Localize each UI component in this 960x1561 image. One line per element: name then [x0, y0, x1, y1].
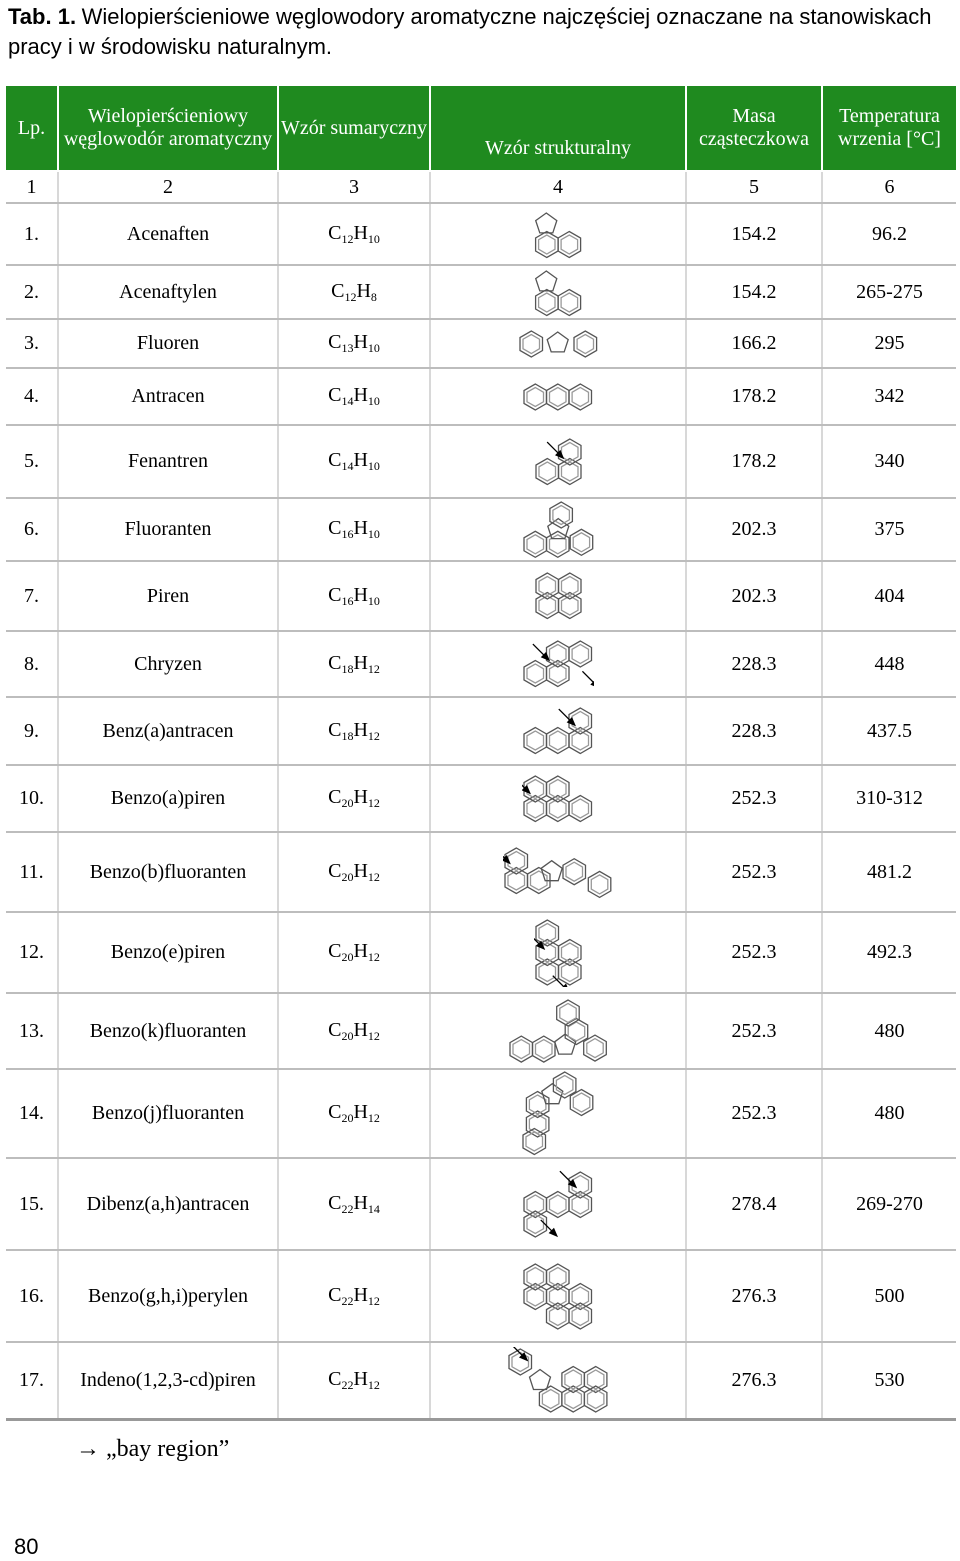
table-body — [6, 203, 956, 1419]
hydrogen-count: 14 — [367, 1201, 380, 1216]
cell-lp: 5. — [6, 425, 58, 498]
cell-lp: 14. — [6, 1069, 58, 1158]
table-row — [6, 1158, 956, 1250]
column-number: 2 — [58, 171, 278, 203]
cell-name: Benzo(j)fluoranten — [58, 1069, 278, 1158]
carbon-count: 14 — [341, 459, 354, 473]
cell-lp: 8. — [6, 631, 58, 697]
cell-lp: 3. — [6, 319, 58, 368]
table-row — [6, 319, 956, 368]
header-mass: Masa cząsteczkowa — [686, 86, 822, 171]
ring-bond — [512, 1352, 529, 1371]
structural-formula — [518, 328, 599, 359]
cell-mass: 154.2 — [686, 265, 822, 319]
carbon-count: 12 — [344, 289, 357, 304]
ring-bond — [556, 1076, 573, 1095]
cell-name: Benz(a)antracen — [58, 697, 278, 765]
structural-formula — [522, 1262, 594, 1331]
cell-lp: 6. — [6, 498, 58, 561]
carbon-count: 20 — [341, 1028, 354, 1043]
carbon-count: 20 — [341, 796, 354, 810]
carbon-count: 16 — [341, 527, 354, 541]
five-membered-ring — [547, 332, 568, 352]
structural-formula — [522, 774, 594, 824]
table-row — [6, 1069, 956, 1158]
ring-bond — [542, 1389, 559, 1408]
cell-formula: $C_{22}H_{14}$ — [278, 1158, 430, 1250]
cell-boiling: 448 — [822, 631, 956, 697]
cell-lp: 16. — [6, 1250, 58, 1342]
ring-bond — [539, 235, 555, 254]
carbon-count: 20 — [341, 1111, 354, 1125]
structural-formula — [503, 846, 613, 899]
pah-table — [6, 86, 956, 1421]
ring-bond — [550, 731, 567, 750]
hydrogen-count: 10 — [367, 527, 380, 541]
cell-name: Indeno(1,2,3-cd)piren — [58, 1342, 278, 1419]
carbon-count: 18 — [341, 728, 354, 743]
cell-mass: 166.2 — [686, 319, 822, 368]
table-row — [6, 498, 956, 561]
ring-bond — [513, 1040, 530, 1059]
caption-text: Wielopierścieniowe węglowodory aromatyczne najczęściej oznaczane na stanowiskach pracy i w środowisku naturalnym. — [8, 4, 932, 59]
structural-formula — [522, 706, 594, 756]
structural-formula — [522, 382, 594, 412]
hydrogen-count: 12 — [367, 1377, 380, 1392]
five-membered-ring — [530, 1369, 551, 1389]
cell-name: Benzo(e)piren — [58, 912, 278, 993]
cell-structure — [430, 425, 686, 498]
cell-mass: 252.3 — [686, 1069, 822, 1158]
page-number: 80 — [14, 1534, 39, 1559]
hydrogen-count: 12 — [367, 728, 380, 743]
table-row — [6, 765, 956, 832]
five-membered-ring — [542, 1084, 563, 1104]
legend-text: „bay region” — [106, 1436, 230, 1462]
hydrogen-count: 12 — [367, 1293, 380, 1308]
arrow-icon: → — [76, 1436, 100, 1462]
ring-bond — [591, 874, 608, 893]
cell-mass: 178.2 — [686, 425, 822, 498]
cell-boiling: 96.2 — [822, 203, 956, 265]
column-number: 6 — [822, 171, 956, 203]
cell-structure — [430, 765, 686, 832]
structural-formula — [522, 500, 595, 559]
cell-structure — [430, 498, 686, 561]
table-row — [6, 203, 956, 265]
hydrogen-count: 12 — [367, 1028, 380, 1043]
cell-structure — [430, 1158, 686, 1250]
header-name: Wielopierścieniowy węglowodór aromatyczny — [58, 86, 278, 171]
carbon-count: 13 — [341, 341, 354, 355]
hydrogen-count: 12 — [367, 869, 380, 884]
cell-lp: 15. — [6, 1158, 58, 1250]
structural-formula — [534, 437, 583, 487]
cell-formula: $C_{12}H_8$ — [278, 265, 430, 319]
table-row — [6, 265, 956, 319]
column-number: 4 — [430, 171, 686, 203]
carbon-count: 14 — [341, 394, 354, 408]
cell-structure — [430, 561, 686, 631]
cell-lp: 13. — [6, 993, 58, 1069]
table-row — [6, 368, 956, 425]
cell-structure — [430, 993, 686, 1069]
ring-bond — [527, 731, 544, 750]
cell-structure — [430, 832, 686, 912]
cell-structure — [430, 912, 686, 993]
ring-bond — [550, 387, 567, 406]
cell-boiling: 310-312 — [822, 765, 956, 832]
cell-boiling: 295 — [822, 319, 956, 368]
ring-bond — [527, 664, 544, 683]
cell-name: Acenaften — [58, 203, 278, 265]
cell-name: Acenaftylen — [58, 265, 278, 319]
structural-formula — [507, 1347, 609, 1414]
cell-lp: 10. — [6, 765, 58, 832]
ring-bond — [550, 1195, 567, 1214]
cell-structure — [430, 265, 686, 319]
table-row — [6, 561, 956, 631]
ring-bond — [527, 535, 544, 554]
cell-boiling: 340 — [822, 425, 956, 498]
structural-formula — [533, 267, 583, 317]
cell-formula: $C_{20}H_{12}$ — [278, 832, 430, 912]
cell-formula: $C_{22}H_{12}$ — [278, 1250, 430, 1342]
carbon-count: 22 — [341, 1201, 354, 1216]
cell-boiling: 265-275 — [822, 265, 956, 319]
cell-name: Dibenz(a,h)antracen — [58, 1158, 278, 1250]
cell-boiling: 480 — [822, 993, 956, 1069]
cell-boiling: 342 — [822, 368, 956, 425]
cell-structure — [430, 631, 686, 697]
cell-structure — [430, 697, 686, 765]
ring-bond — [552, 506, 569, 525]
ring-bond — [572, 645, 588, 664]
hydrogen-count: 8 — [370, 289, 377, 304]
cell-structure — [430, 1250, 686, 1342]
cell-formula: $C_{16}H_{10}$ — [278, 498, 430, 561]
cell-structure — [430, 203, 686, 265]
carbon-count: 22 — [341, 1377, 354, 1392]
cell-lp: 1. — [6, 203, 58, 265]
cell-formula: $C_{14}H_{10}$ — [278, 425, 430, 498]
hydrogen-count: 10 — [367, 231, 380, 246]
cell-name: Benzo(k)fluoranten — [58, 993, 278, 1069]
cell-name: Benzo(g,h,i)perylen — [58, 1250, 278, 1342]
hydrogen-count: 10 — [367, 341, 380, 355]
ring-bond — [577, 335, 593, 354]
cell-lp: 17. — [6, 1342, 58, 1419]
cell-lp: 7. — [6, 561, 58, 631]
ring-bond — [560, 1004, 576, 1023]
cell-boiling: 492.3 — [822, 912, 956, 993]
table-row — [6, 425, 956, 498]
carbon-count: 22 — [341, 1293, 354, 1308]
cell-boiling: 500 — [822, 1250, 956, 1342]
cell-formula: $C_{12}H_{10}$ — [278, 203, 430, 265]
cell-mass: 252.3 — [686, 993, 822, 1069]
cell-mass: 276.3 — [686, 1342, 822, 1419]
structural-formula — [534, 571, 583, 621]
column-number: 5 — [686, 171, 822, 203]
hydrogen-count: 10 — [367, 394, 380, 408]
table-caption — [8, 2, 953, 62]
cell-mass: 228.3 — [686, 697, 822, 765]
cell-formula: $C_{14}H_{10}$ — [278, 368, 430, 425]
ring-bond — [572, 387, 588, 406]
structural-formula — [522, 1170, 594, 1239]
cell-name: Piren — [58, 561, 278, 631]
cell-mass: 178.2 — [686, 368, 822, 425]
cell-boiling: 480 — [822, 1069, 956, 1158]
cell-lp: 12. — [6, 912, 58, 993]
cell-formula: $C_{20}H_{12}$ — [278, 993, 430, 1069]
cell-name: Fluoranten — [58, 498, 278, 561]
cell-lp: 2. — [6, 265, 58, 319]
table-row — [6, 631, 956, 697]
table-header-row — [6, 86, 956, 171]
column-number: 3 — [278, 171, 430, 203]
cell-name: Fenantren — [58, 425, 278, 498]
carbon-count: 16 — [341, 593, 354, 608]
cell-mass: 252.3 — [686, 832, 822, 912]
cell-lp: 4. — [6, 368, 58, 425]
hydrogen-count: 12 — [367, 950, 380, 964]
ring-bond — [539, 462, 556, 481]
structural-formula — [522, 639, 594, 689]
caption-label: Tab. 1. — [8, 4, 77, 29]
column-number-row — [6, 171, 956, 203]
header-boiling: Temperatura wrzenia [°C] — [822, 86, 956, 171]
ring-bond — [527, 387, 544, 406]
column-number: 1 — [6, 171, 58, 203]
ring-bond — [573, 1093, 590, 1112]
cell-name: Fluoren — [58, 319, 278, 368]
cell-formula: $C_{20}H_{12}$ — [278, 1069, 430, 1158]
cell-boiling: 269-270 — [822, 1158, 956, 1250]
header-structure: Wzór strukturalny — [430, 86, 686, 171]
five-membered-ring — [536, 213, 557, 233]
cell-boiling: 437.5 — [822, 697, 956, 765]
hydrogen-count: 12 — [367, 796, 380, 810]
table-row — [6, 832, 956, 912]
cell-mass: 202.3 — [686, 498, 822, 561]
carbon-count: 12 — [341, 231, 354, 246]
cell-name: Benzo(a)piren — [58, 765, 278, 832]
carbon-count: 20 — [341, 869, 354, 884]
ring-bond — [566, 862, 583, 881]
table-row — [6, 912, 956, 993]
cell-mass: 276.3 — [686, 1250, 822, 1342]
cell-formula: $C_{22}H_{12}$ — [278, 1342, 430, 1419]
table-row — [6, 993, 956, 1069]
five-membered-ring — [536, 271, 557, 291]
cell-name: Antracen — [58, 368, 278, 425]
bay-region-legend — [76, 1436, 229, 1463]
header-formula: Wzór sumaryczny — [278, 86, 430, 171]
cell-lp: 9. — [6, 697, 58, 765]
ring-bond — [523, 335, 540, 354]
cell-mass: 154.2 — [686, 203, 822, 265]
cell-structure — [430, 319, 686, 368]
cell-formula: $C_{18}H_{12}$ — [278, 631, 430, 697]
ring-bond — [539, 293, 555, 312]
table-row — [6, 1342, 956, 1419]
ring-bond — [573, 533, 589, 552]
cell-name: Benzo(b)fluoranten — [58, 832, 278, 912]
cell-mass: 252.3 — [686, 765, 822, 832]
cell-structure — [430, 1342, 686, 1419]
ring-bond — [561, 293, 578, 312]
table-row — [6, 697, 956, 765]
structural-formula — [534, 918, 583, 987]
cell-boiling: 530 — [822, 1342, 956, 1419]
ring-bond — [561, 235, 578, 254]
cell-structure — [430, 1069, 686, 1158]
cell-formula: $C_{16}H_{10}$ — [278, 561, 430, 631]
hydrogen-count: 12 — [367, 661, 380, 676]
cell-boiling: 481.2 — [822, 832, 956, 912]
ring-bond — [587, 1039, 603, 1058]
cell-boiling: 404 — [822, 561, 956, 631]
carbon-count: 20 — [341, 950, 354, 964]
cell-lp: 11. — [6, 832, 58, 912]
hydrogen-count: 10 — [367, 593, 380, 608]
structural-formula — [508, 998, 608, 1064]
cell-boiling: 375 — [822, 498, 956, 561]
cell-mass: 228.3 — [686, 631, 822, 697]
ring-bond — [536, 1040, 553, 1059]
header-lp: Lp. — [6, 86, 58, 171]
structural-formula — [521, 1070, 595, 1157]
carbon-count: 18 — [341, 661, 354, 676]
hydrogen-count: 12 — [367, 1111, 380, 1125]
cell-mass: 202.3 — [686, 561, 822, 631]
cell-formula: $C_{20}H_{12}$ — [278, 912, 430, 993]
cell-structure — [430, 368, 686, 425]
structural-formula — [533, 209, 583, 259]
cell-mass: 252.3 — [686, 912, 822, 993]
cell-formula: $C_{13}H_{10}$ — [278, 319, 430, 368]
cell-formula: $C_{20}H_{12}$ — [278, 765, 430, 832]
cell-formula: $C_{18}H_{12}$ — [278, 697, 430, 765]
cell-name: Chryzen — [58, 631, 278, 697]
ring-bond — [572, 799, 588, 818]
table-row — [6, 1250, 956, 1342]
hydrogen-count: 10 — [367, 459, 380, 473]
cell-mass: 278.4 — [686, 1158, 822, 1250]
